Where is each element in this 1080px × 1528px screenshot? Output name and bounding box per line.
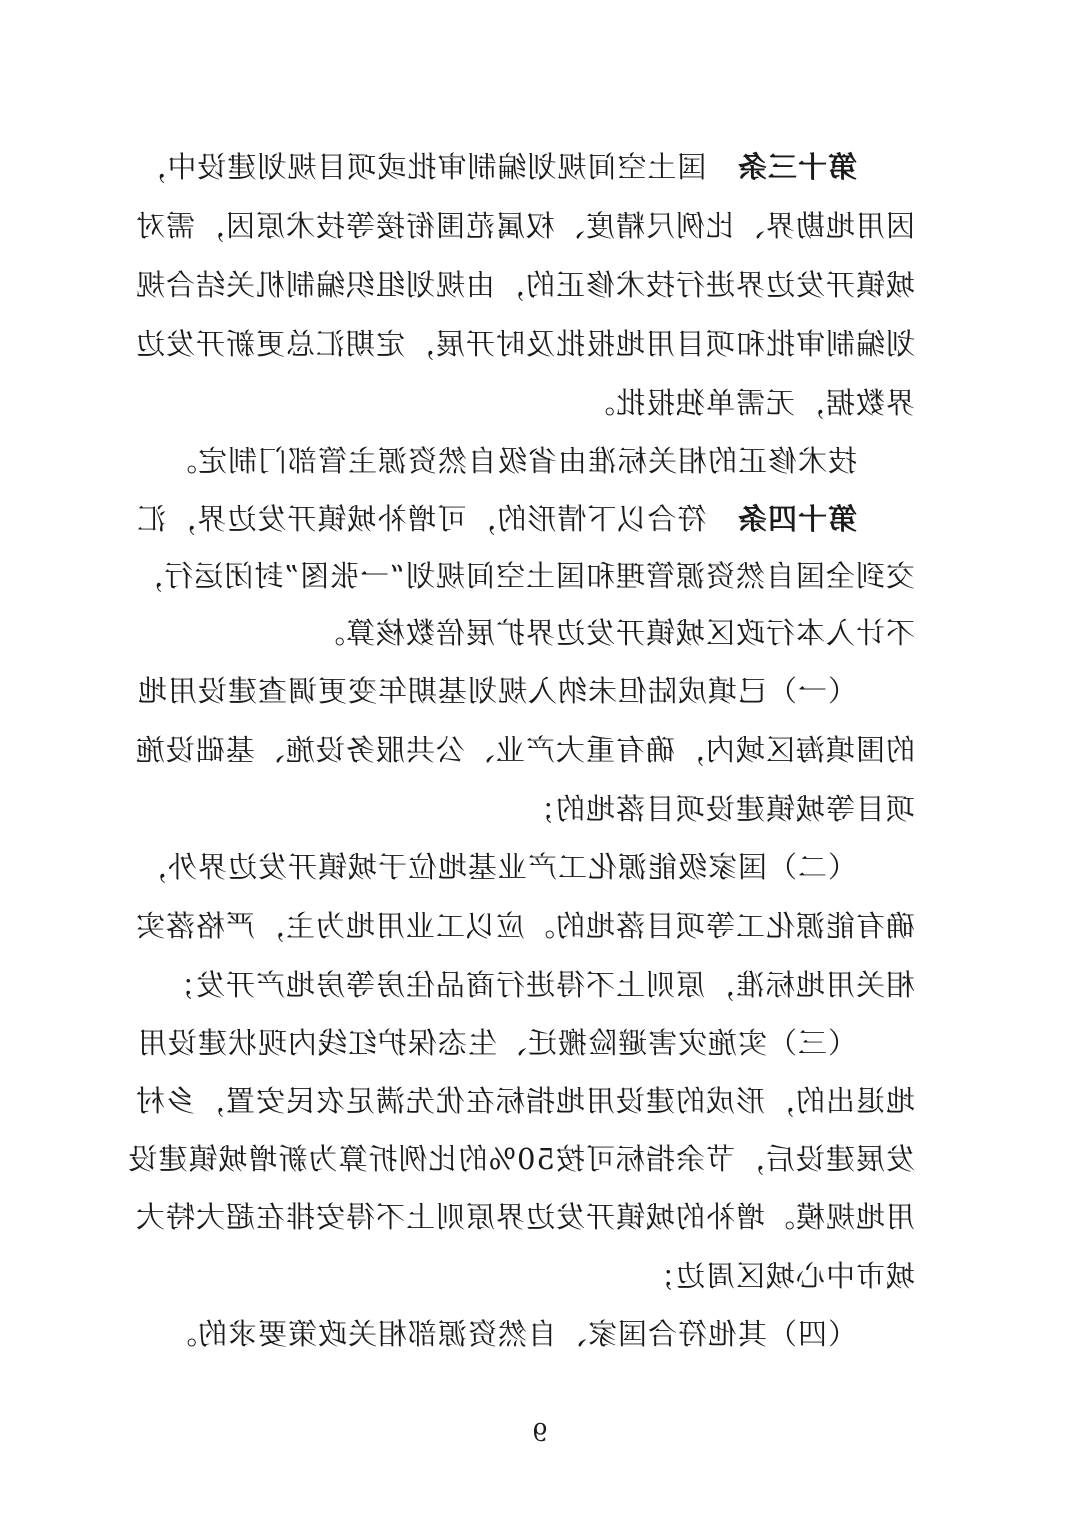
item-1-line-2: 的围填海区域内，确有重大产业、公共服务设施、基础设施	[134, 733, 915, 767]
item-3-line-1: （三）实施灾害避险搬迁、生态保护红线内现状建设用	[136, 1026, 857, 1060]
article-13-line-1	[136, 147, 857, 187]
article-14-heading: 第十四条	[736, 502, 857, 536]
item-3-line-2: 地退出的，形成的建设用地指标在优先满足农民安置，乡村	[134, 1084, 915, 1118]
item-2-line-1: （二）国家级能源化工产业基地位于城镇开发边界外，	[136, 850, 857, 884]
item-2-line-2: 确有能源化工等项目落地的。应以工业用地为主，严格落实	[134, 909, 915, 943]
article-14-line-1-text: 符合以下情形的，可增补城镇开发边界，汇	[136, 502, 707, 536]
item-4: （四）其他符合国家、自然资源部相关政策要求的。	[166, 1317, 857, 1351]
item-1-line-1: （一）已填成陆但未纳入规划基期年变更调查建设用地	[136, 674, 857, 708]
item-3-line-3: 发展建设后，节余指标可按50%的比例折算为新增城镇建设	[127, 1142, 915, 1176]
article-13-line-5: 界数据，无需单独报批。	[584, 386, 915, 420]
item-2-line-3: 相关用地标准，原则上不得进行商品住房等房地产开发；	[164, 968, 915, 1002]
page-number: 9	[532, 1419, 548, 1447]
article-13-line-4: 划编制审批和项目用地报批及时开展，定期汇总更新开发边	[134, 327, 915, 361]
article-13-line-3: 城镇开发边界进行技术修正的，由规划组织编制机关结合规	[134, 268, 915, 302]
item-3-line-4: 用地规模。增补的城镇开发边界原则上不得安排在超大特大	[134, 1200, 915, 1234]
item-3-line-5: 城市中心城区周边；	[644, 1259, 915, 1293]
article-14-line-3: 不计入本行政区城镇开发边界扩展倍数核算。	[314, 616, 915, 650]
article-13-line-2: 因用地勘界、比例尺精度、权属范围衔接等技术原因，需对	[134, 209, 915, 243]
item-1-line-3: 项目等城镇建设项目落地的；	[524, 792, 915, 826]
article-13-line-1-text: 国土空间规划编制审批或项目规划建设中，	[136, 150, 707, 184]
article-13-paragraph-2: 技术修正的相关标准由省级自然资源主管部门制定。	[166, 444, 857, 478]
article-13-heading: 第十三条	[736, 150, 857, 184]
article-14-line-1	[136, 499, 857, 539]
article-14-line-2: 交到全国自然资源管理和国土空间规划“一张图”封闭运行，	[133, 559, 915, 593]
